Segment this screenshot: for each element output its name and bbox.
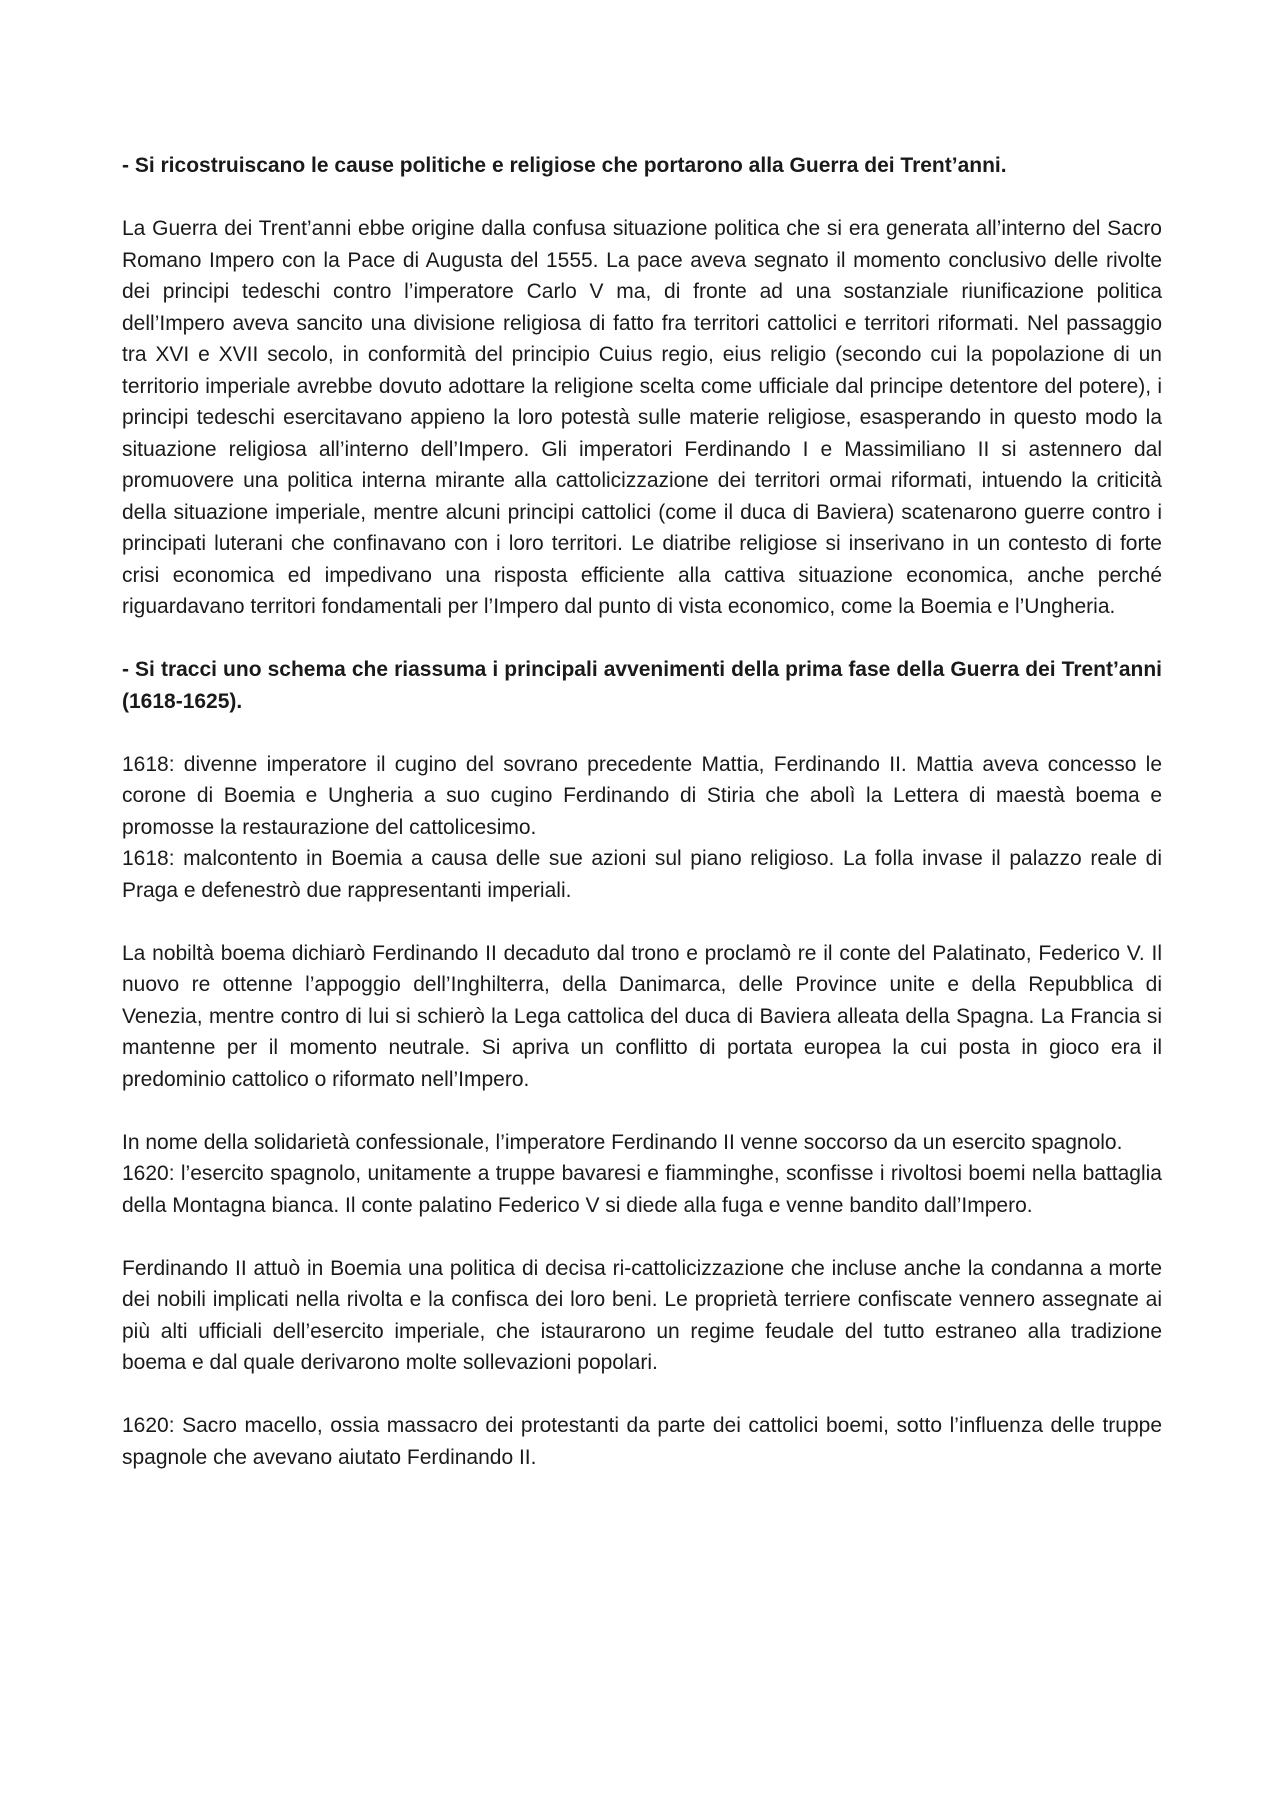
spacer (122, 906, 1162, 938)
event-1620-white-mountain: 1620: l’esercito spagnolo, unitamente a truppe bavaresi e fiamminghe, sconfisse i rivoltosi boemi nella battaglia della Montagna bianca. Il conte palatino Federico V si diede alla fuga e venne bandito dall’Impero. (122, 1162, 1162, 1217)
answer-1-paragraph: La Guerra dei Trent’anni ebbe origine dalla confusa situazione politica che si era generata all’interno del Sacro Romano Impero con la Pace di Augusta del 1555. La pace aveva segnato il momento conclusivo delle rivolte dei principi tedeschi contro l’imperatore Carlo V ma, di fronte ad una sostanziale riunificazione politica dell’Impero aveva sancito una divisione religiosa di fatto fra territori cattolici e territori riformati. Nel passaggio tra XVI e XVII secolo, in conformità del principio Cuius regio, eius religio (secondo cui la popolazione di un territorio imperiale avrebbe dovuto adottare la religione scelta come ufficiale dal principe detentore del potere), i principi tedeschi esercitavano appieno la loro potestà sulle materie religiose, esasperando in questo modo la situazione religiosa all’interno dell’Impero. Gli imperatori Ferdinando I e Massimiliano II si astennero dal promuovere una politica interna mirante alla cattolicizzazione dei territori ormai riformati, intuendo la criticità della situazione imperiale, mentre alcuni principi cattolici (come il duca di Baviera) scatenarono guerre contro i principati luterani che confinavano con i loro territori. Le diatribe religiose si inserivano in un contesto di forte crisi economica ed impedivano una risposta efficiente alla cattiva situazione economica, anche perché riguardavano territori fondamentali per l’Impero dal punto di vista economico, come la Boemia e l’Ungheria. (122, 217, 1162, 618)
question-1-heading: - Si ricostruiscano le cause politiche e religiose che portarono alla Guerra dei Trent’anni. (122, 154, 1007, 177)
spacer (122, 1221, 1162, 1253)
event-1618-coronation: 1618: divenne imperatore il cugino del sovrano precedente Mattia, Ferdinando II. Mattia aveva concesso le corone di Boemia e Ungheria a suo cugino Ferdinando di Stiria che abolì la Lettera di maestà boema e promosse la restaurazione del cattolicesimo. (122, 752, 1162, 839)
document-page (122, 150, 1162, 1473)
spacer (122, 623, 1162, 655)
paragraph-recatholicization: Ferdinando II attuò in Boemia una politica di decisa ri-cattolicizzazione che incluse anche la condanna a morte dei nobili implicati nella rivolta e la confisca dei loro beni. Le proprietà terriere confiscate vennero assegnate ai più alti ufficiali dell’esercito imperiale, che istaurarono un regime feudale del tutto estraneo alla tradizione boema e dal quale derivarono molte sollevazioni popolari. (122, 1256, 1162, 1374)
spacer (122, 717, 1162, 749)
event-1620-sacro-macello: 1620: Sacro macello, ossia massacro dei protestanti da parte dei cattolici boemi, sotto l’influenza delle truppe spagnole che avevano aiutato Ferdinando II. (122, 1414, 1162, 1469)
paragraph-bohemian-nobility: La nobiltà boema dichiarò Ferdinando II decaduto dal trono e proclamò re il conte del Palatinato, Federico V. Il nuovo re ottenne l’appoggio dell’Inghilterra, della Danimarca, delle Province unite e della Repubblica di Venezia, mentre contro di lui si schierò la Lega cattolica del duca di Baviera alleata della Spagna. La Francia si mantenne per il momento neutrale. Si apriva un conflitto di portata europea la cui posta in gioco era il predominio cattolico o riformato nell’Impero. (122, 941, 1162, 1091)
spacer (122, 182, 1162, 214)
spacer (122, 1095, 1162, 1127)
spacer (122, 1379, 1162, 1411)
paragraph-confessional-solidarity: In nome della solidarietà confessionale, l’imperatore Ferdinando II venne soccorso da un esercito spagnolo. (122, 1130, 1123, 1154)
question-2-heading: - Si tracci uno schema che riassuma i principali avvenimenti della prima fase della Guerra dei Trent’anni (1618-1625). (122, 658, 1162, 713)
event-1618-defenestration: 1618: malcontento in Boemia a causa delle sue azioni sul piano religioso. La folla invase il palazzo reale di Praga e defenestrò due rappresentanti imperiali. (122, 847, 1162, 902)
